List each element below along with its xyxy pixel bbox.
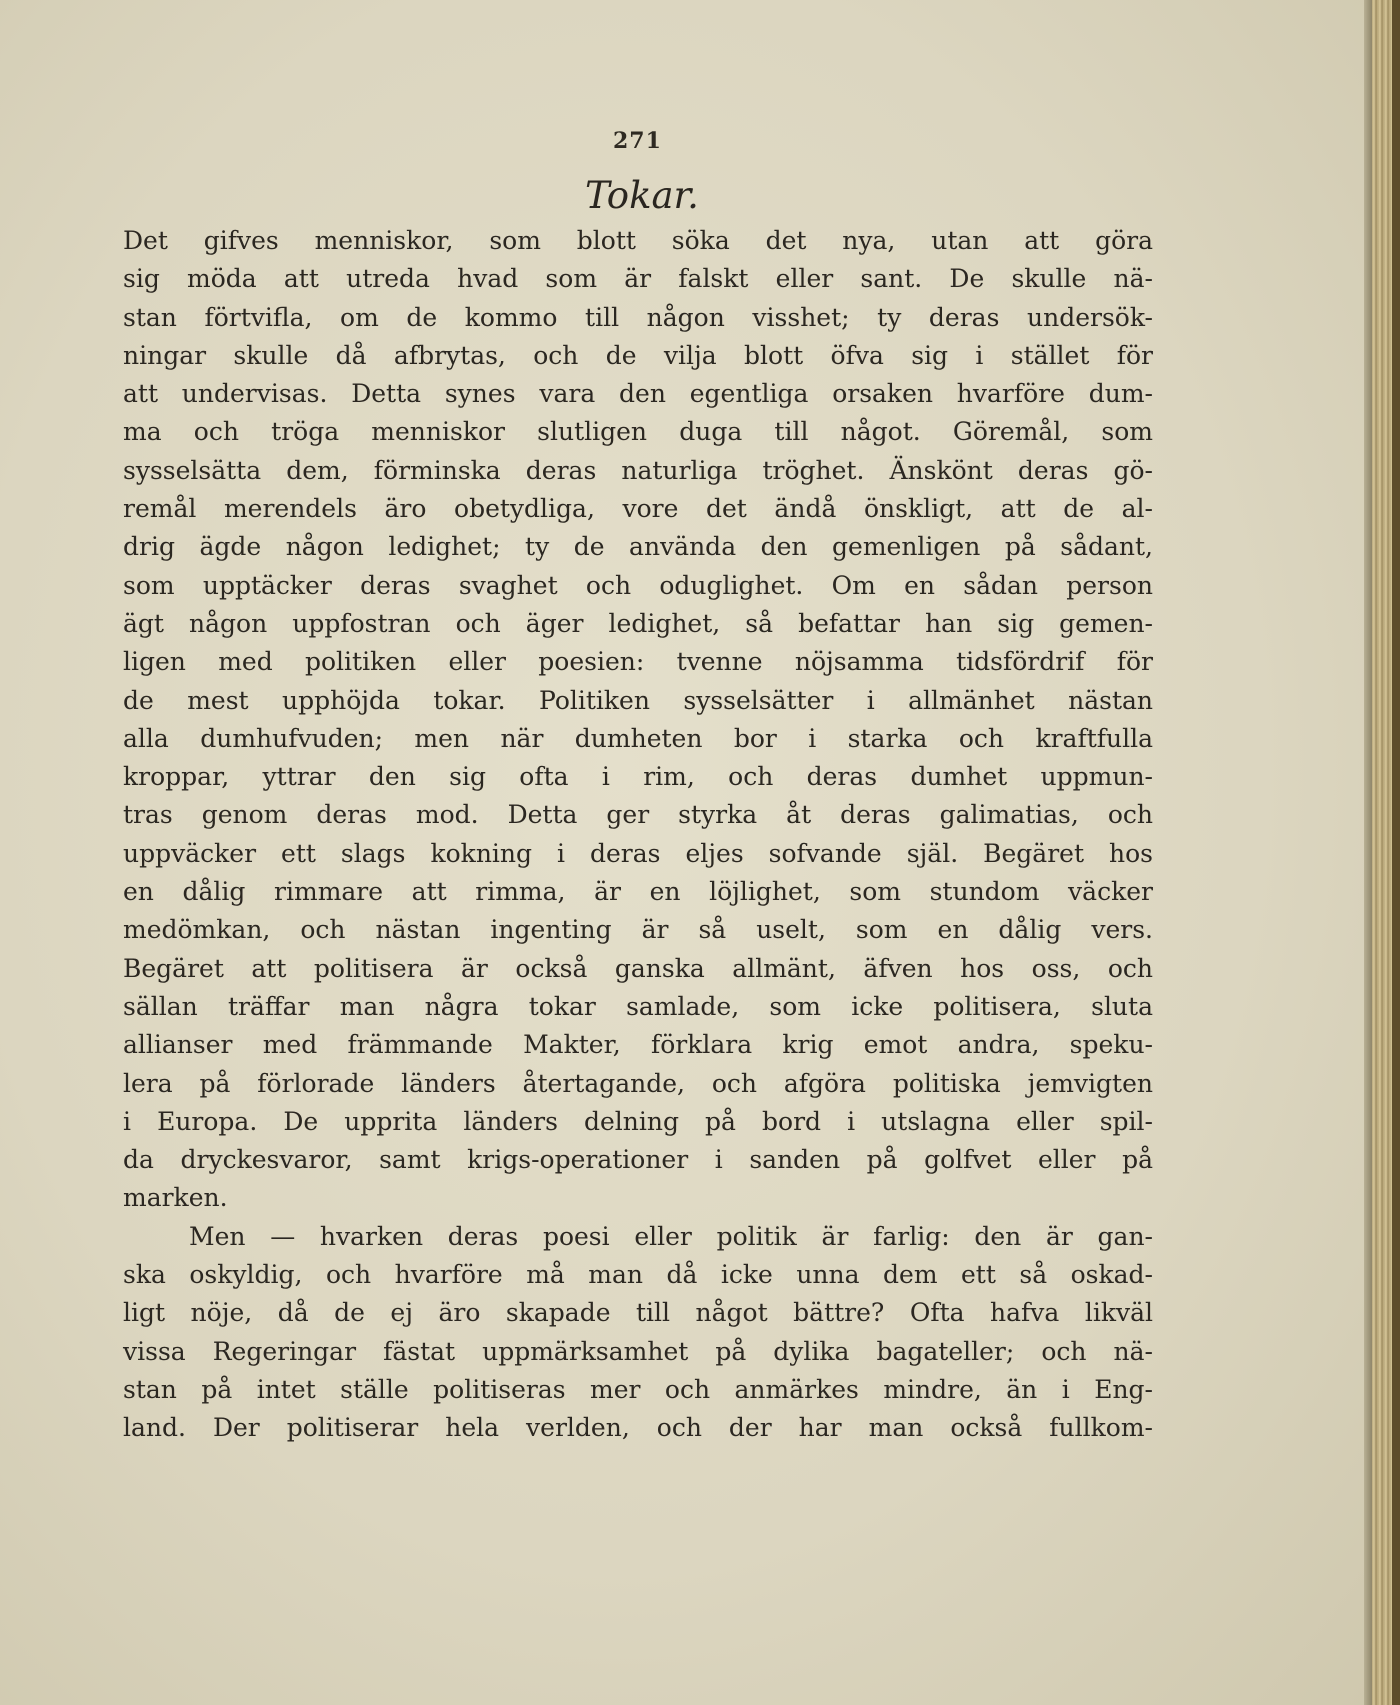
text-line: stan förtvifla, om de kommo till någon visshet; ty deras undersök-	[123, 302, 1153, 332]
text-line: da dryckesvaror, samt krigs-operationer i sanden på golfvet eller på	[123, 1145, 1153, 1175]
text-line: i Europa. De upprita länders delning på bord i utslagna eller spil-	[123, 1106, 1153, 1136]
text-line: de mest upphöjda tokar. Politiken sysselsätter i allmänhet nästan	[123, 685, 1153, 715]
text-line: sig möda att utreda hvad som är falskt eller sant. De skulle nä-	[123, 264, 1153, 294]
chapter-title: Tokar.	[585, 174, 699, 217]
text-line: kroppar, yttrar den sig ofta i rim, och deras dumhet uppmun-	[123, 762, 1153, 792]
text-line: ma och tröga menniskor slutligen duga till något. Göremål, som	[123, 417, 1153, 447]
text-line: sällan träffar man några tokar samlade, som icke politisera, sluta	[123, 991, 1153, 1021]
text-line: uppväcker ett slags kokning i deras eljes sofvande själ. Begäret hos	[123, 838, 1153, 868]
text-line: alla dumhufvuden; men när dumheten bor i starka och kraftfulla	[123, 723, 1153, 753]
text-line: Begäret att politisera är också ganska allmänt, äfven hos oss, och	[123, 953, 1153, 983]
text-line: marken.	[123, 1183, 228, 1213]
body-text	[123, 222, 1153, 1448]
text-line: sysselsätta dem, förminska deras naturliga tröghet. Änskönt deras gö-	[123, 455, 1153, 485]
text-line: att undervisas. Detta synes vara den egentliga orsaken hvarföre dum-	[123, 379, 1153, 409]
text-line: drig ägde någon ledighet; ty de använda den gemenligen på sådant,	[123, 532, 1153, 562]
text-line: ägt någon uppfostran och äger ledighet, så befattar han sig gemen-	[123, 608, 1153, 638]
text-line: remål merendels äro obetydliga, vore det ändå önskligt, att de al-	[123, 494, 1153, 524]
text-line: stan på intet ställe politiseras mer och anmärkes mindre, än i Eng-	[123, 1374, 1153, 1404]
text-line: tras genom deras mod. Detta ger styrka åt deras galimatias, och	[123, 800, 1153, 830]
binding-edge	[1392, 0, 1400, 1705]
page-number: 271	[613, 128, 662, 154]
text-line: allianser med främmande Makter, förklara krig emot andra, speku-	[123, 1030, 1153, 1060]
text-line: medömkan, och nästan ingenting är så uselt, som en dålig vers.	[123, 915, 1153, 945]
text-line: ska oskyldig, och hvarföre må man då icke unna dem ett så oskad-	[123, 1260, 1153, 1290]
text-line: Det gifves menniskor, som blott söka det nya, utan att göra	[123, 226, 1153, 255]
text-line: lera på förlorade länders återtagande, och afgöra politiska jemvigten	[123, 1068, 1153, 1098]
text-line: ligen med politiken eller poesien: tvenne nöjsamma tidsfördrif för	[123, 647, 1153, 677]
text-line: ligt nöje, då de ej äro skapade till något bättre? Ofta hafva likväl	[123, 1298, 1153, 1328]
text-line: Men — hvarken deras poesi eller politik är farlig: den är gan-	[189, 1221, 1153, 1251]
text-line: land. Der politiserar hela verlden, och der har man också fullkom-	[123, 1413, 1153, 1443]
text-line: som upptäcker deras svaghet och oduglighet. Om en sådan person	[123, 570, 1153, 600]
text-line: vissa Regeringar fästat uppmärksamhet på dylika bagateller; och nä-	[123, 1336, 1153, 1366]
text-line: en dålig rimmare att rimma, är en löjlighet, som stundom väcker	[123, 877, 1153, 907]
text-line: ningar skulle då afbrytas, och de vilja blott öfva sig i stället för	[123, 340, 1153, 370]
